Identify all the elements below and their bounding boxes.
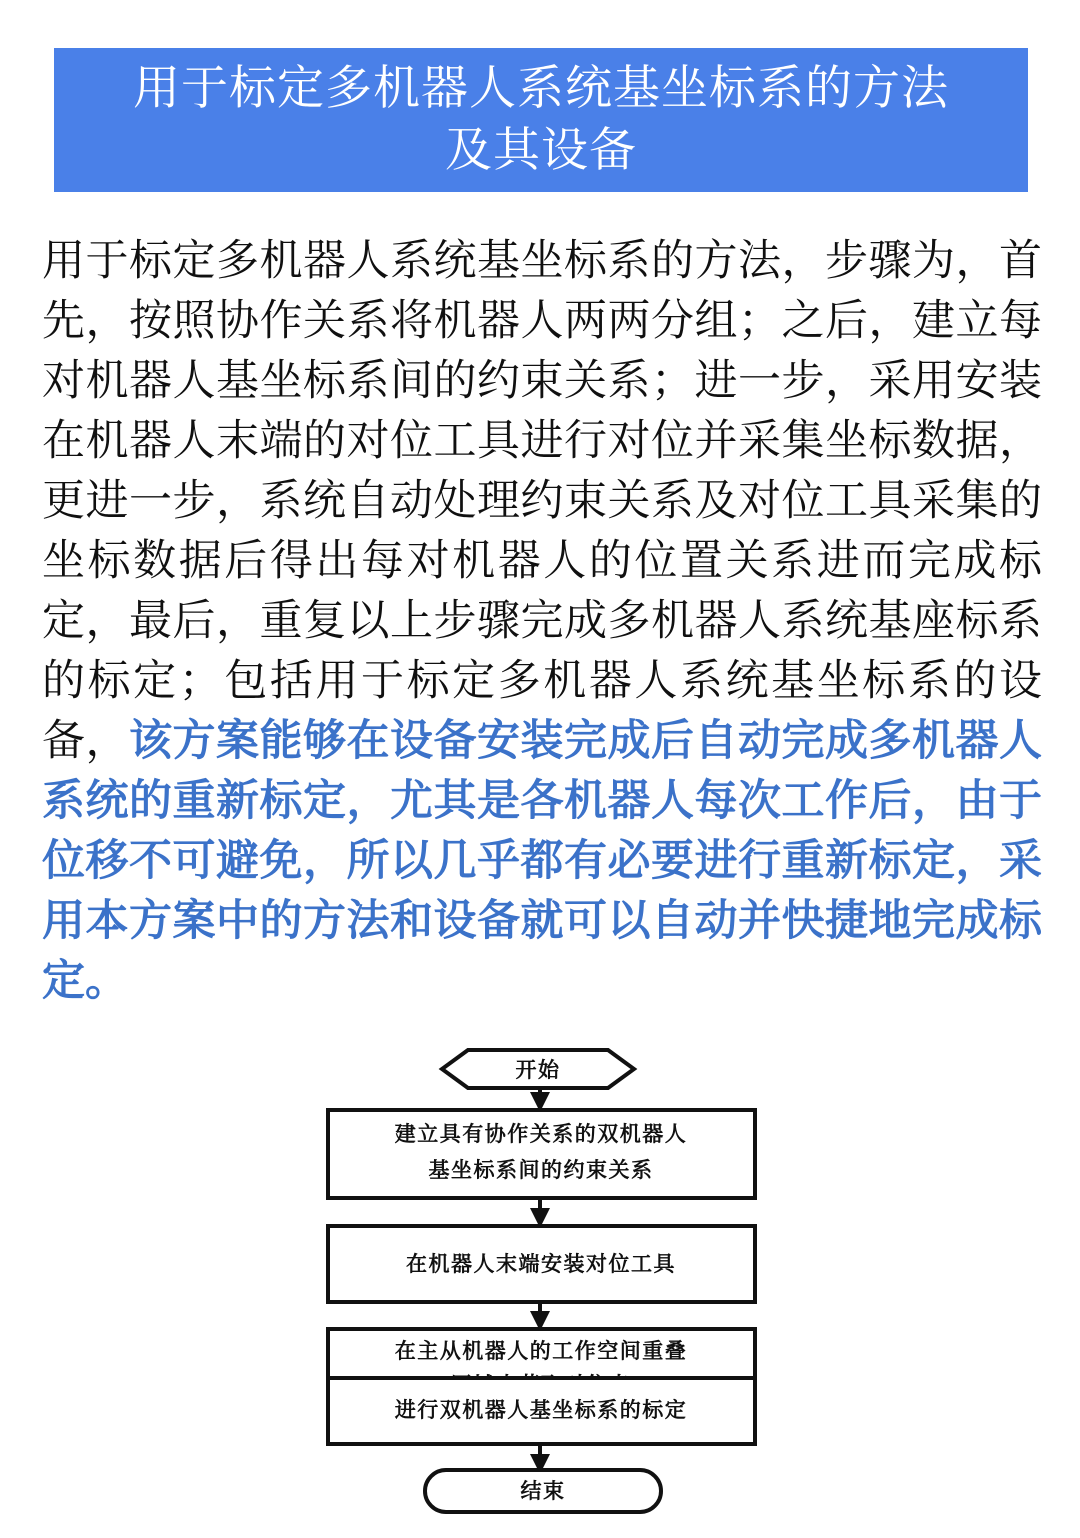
flowchart-node-start-label: 开始 <box>515 1058 561 1082</box>
abstract-plain-text: 用于标定多机器人系统基坐标系的方法，步骤为，首先，按照协作关系将机器人两两分组；之后，建立每对机器人基坐标系间的约束关系；进一步，采用安装在机器人末端的对位工具进行对位并采集坐标数据，更进一步，系统自动处理约束关系及对位工具采集的坐标数据后得出每对机器人的位置关系进而完成标定，最后，重复以上步骤完成多机器人系统基座标系的标定；包括用于标定多机器人系统基坐标系的设备， <box>42 236 1042 766</box>
flowchart-node-step4 <box>328 1378 755 1444</box>
abstract-highlight-text: 该方案能够在设备安装完成后自动完成多机器人系统的重新标定，尤其是各机器人每次工作后，由于位移不可避免，所以几乎都有必要进行重新标定，采用本方案中的方法和设备就可以自动并快捷地完成标定。 <box>42 716 1042 1006</box>
flowchart-node-step2-label-line1: 在机器人末端安装对位工具 <box>406 1252 676 1276</box>
abstract-paragraph <box>42 231 1042 1011</box>
flowchart-node-step1 <box>328 1110 755 1198</box>
flowchart-node-step2 <box>328 1226 755 1302</box>
flowchart-node-start <box>442 1050 634 1088</box>
flowchart-node-end-label: 结束 <box>520 1479 566 1503</box>
flowchart-node-step4-label-line1: 进行双机器人基坐标系的标定 <box>394 1398 688 1422</box>
process-flowchart <box>0 1040 1080 1538</box>
flowchart-node-end <box>425 1470 661 1512</box>
flowchart-node-step3-label-line1: 在主从机器人的工作空间重叠 <box>394 1339 688 1363</box>
title-banner <box>54 48 1028 192</box>
flowchart-node-step1-label-line2: 基坐标系间的约束关系 <box>428 1158 654 1182</box>
page-title: 用于标定多机器人系统基坐标系的方法及其设备 <box>133 61 949 178</box>
flowchart-node-step1-label-line1: 建立具有协作关系的双机器人 <box>394 1122 688 1146</box>
